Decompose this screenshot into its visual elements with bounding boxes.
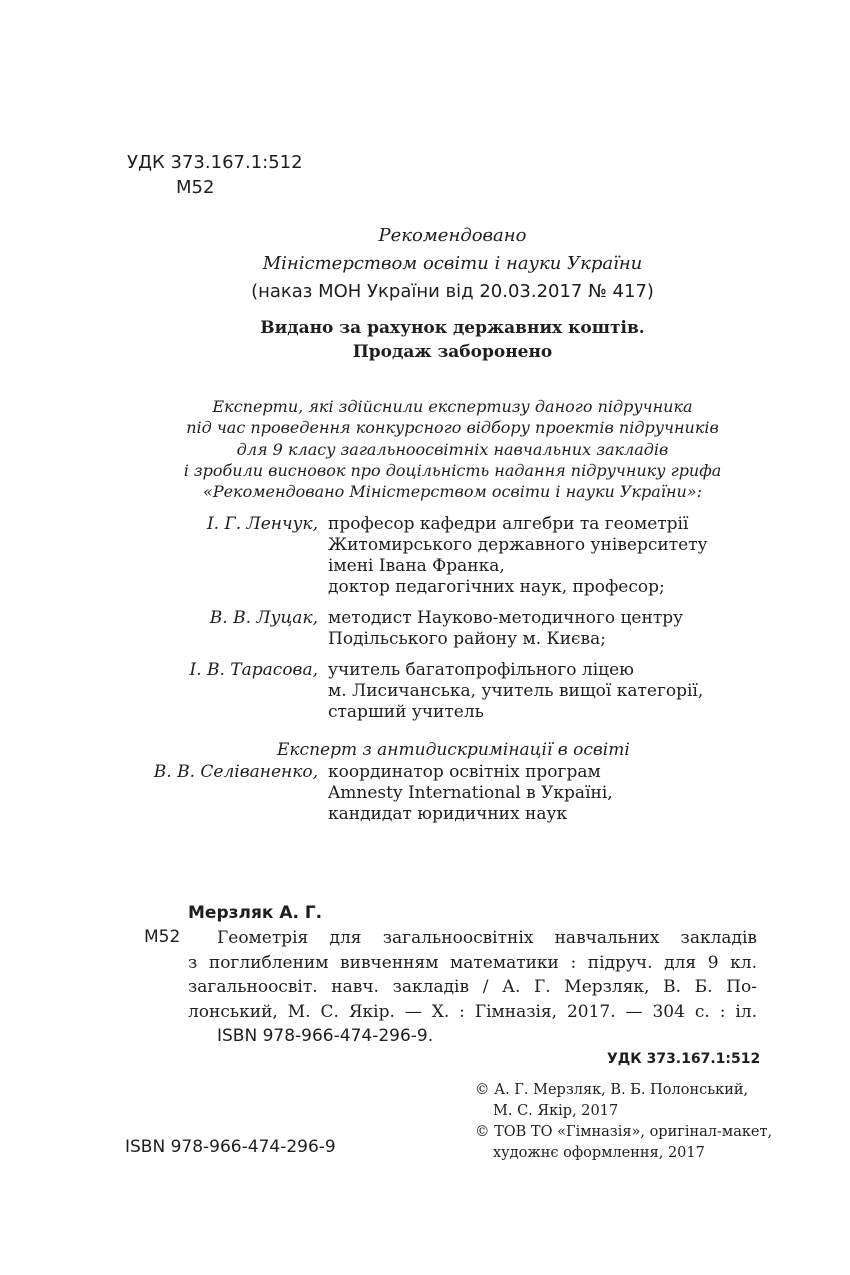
- catalog-line: ISBN 978-966-474-296-9.: [217, 1026, 434, 1046]
- expert-description-line: доктор педагогічних наук, професор;: [328, 577, 665, 597]
- expert-name: І. В. Тарасова,: [189, 660, 318, 680]
- catalog-line: лонський, М. С. Якір. — Х. : Гімназія, 2017. — 304 с. : іл.: [188, 1001, 757, 1022]
- expert-description-line: м. Лисичанська, учитель вищої категорії,: [328, 681, 704, 701]
- experts-intro-line: «Рекомендовано Міністерством освіти і науки України»:: [203, 482, 702, 502]
- catalog-line: з поглибленим вивченням математики : підруч. для 9 кл.: [188, 952, 757, 973]
- expert-description-line: старший учитель: [328, 702, 484, 722]
- recommendation-line1: Рекомендовано: [378, 225, 527, 246]
- catalog-author: Мерзляк А. Г.: [188, 903, 323, 923]
- expert-description-line: методист Науково-методичного центру: [328, 608, 684, 628]
- copyright-line: © ТОВ ТО «Гімназія», оригінал-макет,: [475, 1124, 773, 1140]
- experts-intro: [0, 396, 850, 502]
- expert-description: [328, 608, 683, 650]
- antidiscrimination-line: Amnesty International в Україні,: [328, 783, 613, 803]
- recommendation-line2: Міністерством освіти і науки України: [262, 253, 643, 274]
- recommendation-line3: (наказ МОН України від 20.03.2017 № 417): [251, 281, 654, 302]
- antidiscrimination-heading: Експерт з антидискримінації в освіті: [277, 740, 630, 760]
- expert-description-line: імені Івана Франка,: [328, 556, 505, 576]
- udk-top: УДК 373.167.1:512: [127, 152, 303, 173]
- expert-description: [328, 660, 703, 723]
- catalog-udk: УДК 373.167.1:512: [607, 1051, 761, 1067]
- catalog-line: загальноосвіт. навч. закладів / А. Г. Мерзляк, В. Б. По-: [188, 977, 757, 997]
- antidiscrimination-name: В. В. Селіваненко,: [153, 762, 318, 782]
- expert-name: І. Г. Ленчук,: [206, 514, 318, 534]
- code-top: М52: [176, 177, 215, 198]
- experts-intro-line: для 9 класу загальноосвітніх навчальних закладів: [236, 439, 669, 459]
- expert-description-line: учитель багатопрофільного ліцею: [328, 660, 634, 680]
- isbn-bottom: ISBN 978-966-474-296-9: [125, 1137, 336, 1157]
- catalog-description: [188, 926, 757, 1049]
- experts-intro-line: і зробили висновок про доцільність надання підручнику грифа: [183, 460, 722, 480]
- expert-description: [328, 514, 708, 598]
- copyright-line: М. С. Якір, 2017: [493, 1103, 619, 1119]
- expert-description-line: професор кафедри алгебри та геометрії: [328, 514, 689, 534]
- experts-intro-line: Експерти, які здійснили експертизу даного підручника: [212, 397, 693, 416]
- expert-description-line: Подільського району м. Києва;: [328, 629, 606, 649]
- catalog-code: М52: [144, 927, 181, 947]
- expert-name: В. В. Луцак,: [209, 608, 318, 628]
- experts-intro-line: під час проведення конкурсного відбору проектів підручників: [186, 418, 719, 438]
- antidiscrimination-line: координатор освітніх програм: [328, 762, 601, 782]
- funding-line1: Видано за рахунок державних коштів.: [260, 318, 645, 338]
- copyright: [475, 1080, 772, 1164]
- antidiscrimination-line: кандидат юридичних наук: [328, 804, 568, 824]
- funding-line2: Продаж заборонено: [352, 342, 553, 362]
- expert-description-line: Житомирського державного університету: [328, 535, 708, 555]
- copyright-line: художнє оформлення, 2017: [493, 1145, 705, 1161]
- copyright-line: © А. Г. Мерзляк, В. Б. Полонський,: [475, 1082, 749, 1098]
- catalog-line: Геометрія для загальноосвітніх навчальних закладів: [217, 928, 757, 948]
- antidiscrimination-description: [328, 762, 613, 825]
